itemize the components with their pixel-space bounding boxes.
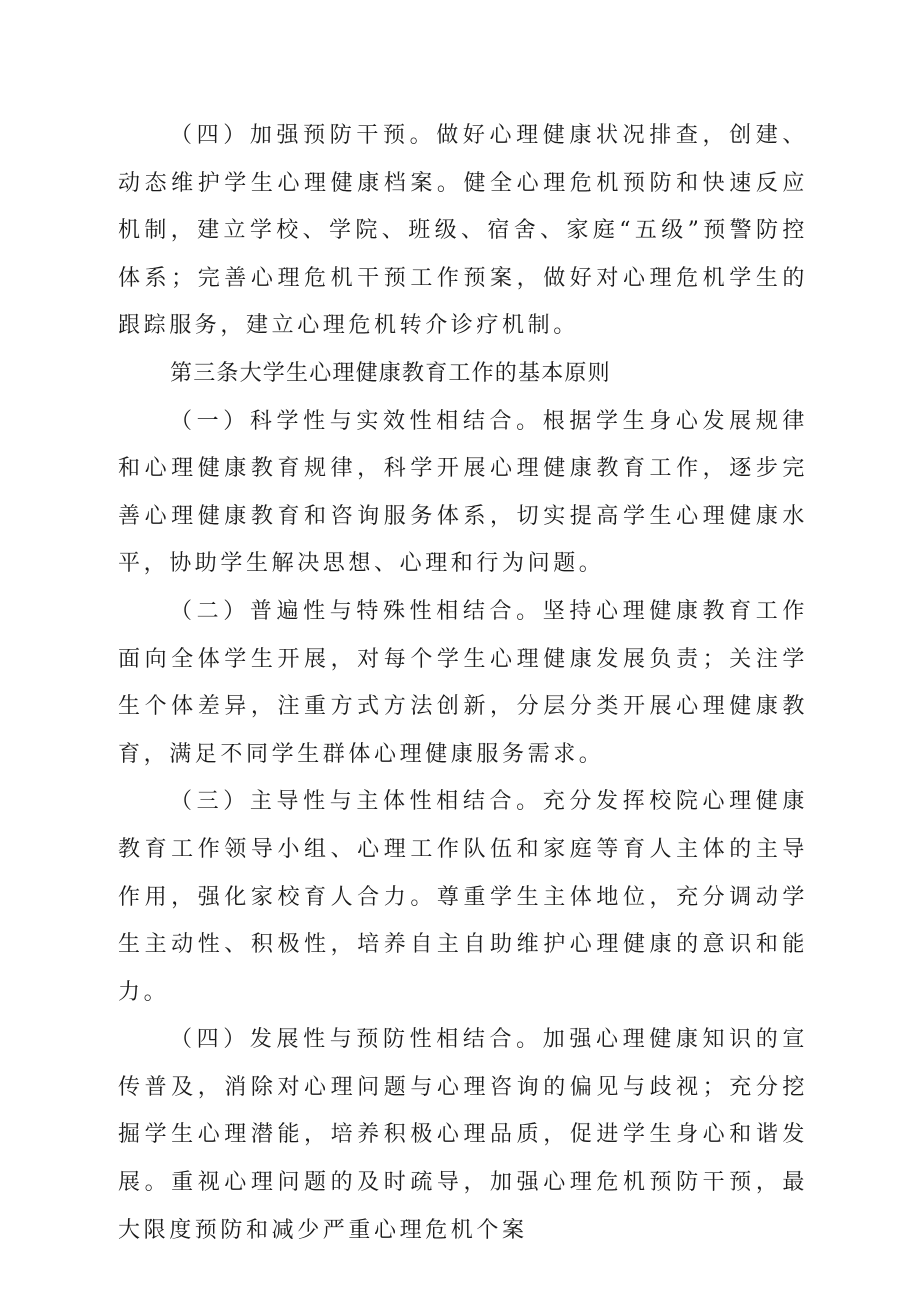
paragraph-strengthen-prevention: （四）加强预防干预。做好心理健康状况排查，创建、动态维护学生心理健康档案。健全心理危机预防和快速反应机制，建立学校、学院、班级、宿舍、家庭“五级”预警防控体系；完善心理危机干预工作预案，做好对心理危机学生的跟踪服务，建立心理危机转介诊疗机制。 bbox=[118, 123, 808, 339]
article-3-heading: 第三条大学生心理健康教育工作的基本原则 bbox=[170, 360, 611, 386]
paragraph-principle-4: （四）发展性与预防性相结合。加强心理健康知识的宣传普及，消除对心理问题与心理咨询的偏见与歧视；充分挖掘学生心理潜能，培养积极心理品质，促进学生身心和谐发展。重视心理问题的及时疏导，加强心理危机预防干预，最大限度预防和减少严重心理危机个案 bbox=[118, 1027, 808, 1243]
document-body bbox=[118, 112, 808, 1254]
paragraph-principle-2: （二）普遍性与特殊性相结合。坚持心理健康教育工作面向全体学生开展，对每个学生心理健康发展负责；关注学生个体差异，注重方式方法创新，分层分类开展心理健康教育，满足不同学生群体心理健康服务需求。 bbox=[118, 598, 808, 767]
paragraph-principle-1: （一）科学性与实效性相结合。根据学生身心发展规律和心理健康教育规律，科学开展心理健康教育工作，逐步完善心理健康教育和咨询服务体系，切实提高学生心理健康水平，协助学生解决思想、心理和行为问题。 bbox=[118, 408, 808, 577]
paragraph-principle-3: （三）主导性与主体性相结合。充分发挥校院心理健康教育工作领导小组、心理工作队伍和家庭等育人主体的主导作用，强化家校育人合力。尊重学生主体地位，充分调动学生主动性、积极性，培养自主自助维护心理健康的意识和能力。 bbox=[118, 789, 808, 1005]
